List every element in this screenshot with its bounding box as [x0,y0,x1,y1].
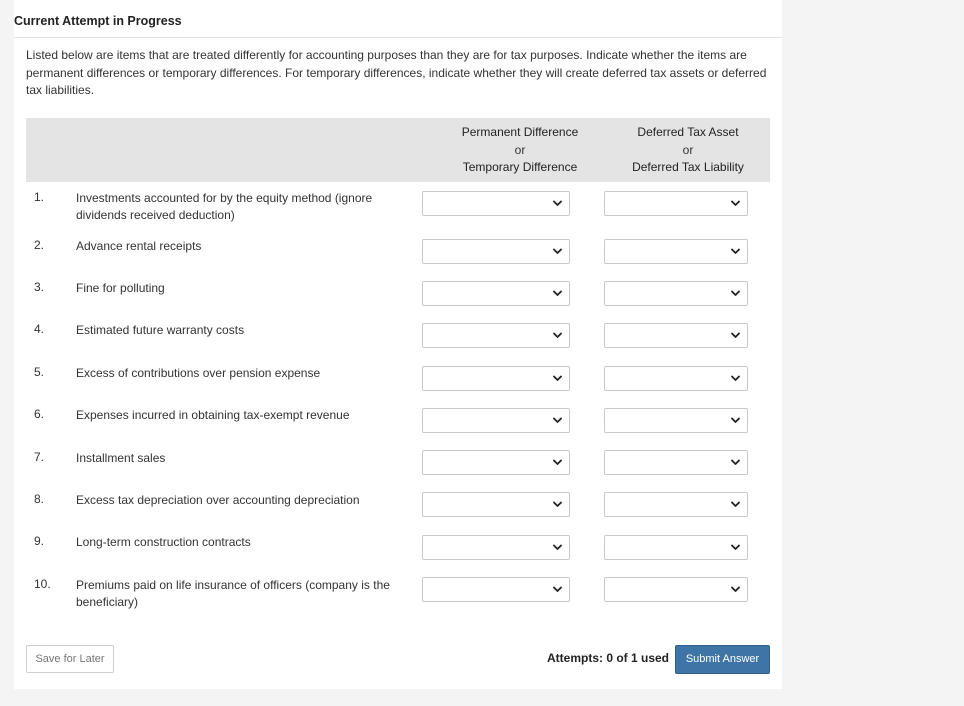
deferred-tax-select[interactable] [604,450,748,475]
item-description: Excess tax depreciation over accounting depreciation [76,493,360,507]
item-description: Premiums paid on life insurance of officers (company is the beneficiary) [76,578,390,609]
item-number: 2. [34,238,45,252]
chevron-down-icon [731,544,740,551]
save-for-later-button[interactable]: Save for Later [26,645,114,673]
item-description: Expenses incurred in obtaining tax-exempt revenue [76,408,350,422]
column-header-difference-line1: Permanent Difference [461,125,579,139]
item-description: Installment sales [76,451,166,465]
difference-type-select[interactable] [422,323,570,348]
item-number: 7. [34,450,45,464]
chevron-down-icon [553,375,562,382]
deferred-tax-select[interactable] [604,281,748,306]
difference-type-select[interactable] [422,191,570,216]
chevron-down-icon [731,586,740,593]
deferred-tax-select[interactable] [604,366,748,391]
difference-type-select[interactable] [422,535,570,560]
deferred-tax-select[interactable] [604,535,748,560]
chevron-down-icon [553,248,562,255]
item-number: 5. [34,365,45,379]
item-number: 3. [34,280,45,294]
item-number: 8. [34,492,45,506]
chevron-down-icon [731,501,740,508]
chevron-down-icon [731,200,740,207]
instructions-text: Listed below are items that are treated differently for accounting purposes than they are for tax purposes. Indicate whether the items are permanent differences or temporary differences. For temporary differences, indicate whether they will create deferred tax assets or deferred tax liabilities. [26,48,767,97]
difference-type-select[interactable] [422,239,570,264]
chevron-down-icon [731,290,740,297]
chevron-down-icon [731,417,740,424]
column-header-deferred [610,124,766,177]
difference-type-select[interactable] [422,366,570,391]
deferred-tax-select[interactable] [604,191,748,216]
column-header-deferred-line1: Deferred Tax Asset [637,125,739,139]
chevron-down-icon [731,459,740,466]
item-description: Long-term construction contracts [76,535,251,549]
difference-type-select[interactable] [422,408,570,433]
attempts-counter: Attempts: 0 of 1 used [547,651,670,665]
column-header-difference [430,124,610,177]
chevron-down-icon [731,332,740,339]
chevron-down-icon [731,375,740,382]
deferred-tax-select[interactable] [604,492,748,517]
item-description: Estimated future warranty costs [76,323,245,337]
item-description: Fine for polluting [76,281,165,295]
item-number: 10. [34,577,51,591]
deferred-tax-select[interactable] [604,408,748,433]
deferred-tax-select[interactable] [604,323,748,348]
item-description: Advance rental receipts [76,239,202,253]
chevron-down-icon [553,501,562,508]
item-number: 1. [34,190,45,204]
item-number: 6. [34,407,45,421]
heading-divider [14,37,782,38]
chevron-down-icon [553,200,562,207]
column-header-difference-line2: Temporary Difference [462,160,578,174]
deferred-tax-select[interactable] [604,239,748,264]
chevron-down-icon [731,248,740,255]
column-header-deferred-line2: Deferred Tax Liability [632,160,744,174]
item-description: Excess of contributions over pension expense [76,366,321,380]
difference-type-select[interactable] [422,281,570,306]
chevron-down-icon [553,586,562,593]
item-description: Investments accounted for by the equity method (ignore dividends received deduction) [76,191,373,222]
difference-type-select[interactable] [422,577,570,602]
attempt-heading: Current Attempt in Progress [14,14,182,28]
chevron-down-icon [553,332,562,339]
item-number: 4. [34,322,45,336]
table-header [26,118,770,182]
column-header-deferred-or: or [682,142,694,157]
column-header-difference-or: or [514,142,526,157]
chevron-down-icon [553,459,562,466]
chevron-down-icon [553,290,562,297]
chevron-down-icon [553,544,562,551]
submit-answer-button[interactable]: Submit Answer [675,645,770,674]
chevron-down-icon [553,417,562,424]
difference-type-select[interactable] [422,450,570,475]
deferred-tax-select[interactable] [604,577,748,602]
question-panel [14,0,782,689]
item-number: 9. [34,534,45,548]
difference-type-select[interactable] [422,492,570,517]
